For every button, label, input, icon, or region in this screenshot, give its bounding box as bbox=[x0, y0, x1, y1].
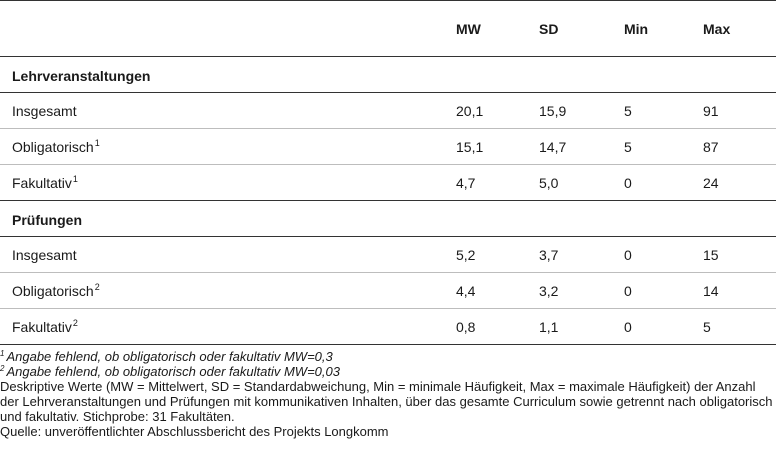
cell-min: 0 bbox=[624, 309, 703, 345]
cell-sd: 3,2 bbox=[539, 273, 624, 309]
row-label: Obligatorisch$^2$ bbox=[0, 273, 456, 309]
header-sd: SD bbox=[539, 1, 624, 57]
cell-min: 5 bbox=[624, 93, 703, 129]
table-row bbox=[0, 237, 776, 273]
row-label: Fakultativ$^2$ bbox=[0, 309, 456, 345]
cell-min: 0 bbox=[624, 165, 703, 201]
cell-max: 24 bbox=[703, 165, 776, 201]
header-min: Min bbox=[624, 1, 703, 57]
cell-min: 0 bbox=[624, 237, 703, 273]
cell-max: 14 bbox=[703, 273, 776, 309]
cell-sd: 5,0 bbox=[539, 165, 624, 201]
cell-mw: 15,1 bbox=[456, 129, 539, 165]
table-row bbox=[0, 309, 776, 345]
row-label: Insgesamt bbox=[0, 237, 456, 273]
row-label: Insgesamt bbox=[0, 93, 456, 129]
footnote-ref: 2 bbox=[72, 317, 78, 328]
footnote-1: $^1$ Angabe fehlend, ob obligatorisch oder fakultativ MW=0,3 bbox=[0, 349, 333, 364]
cell-max: 91 bbox=[703, 93, 776, 129]
footnote-ref: 1 bbox=[72, 173, 78, 184]
table-notes bbox=[0, 349, 776, 439]
table-caption: Deskriptive Werte (MW = Mittelwert, SD = Standardabweichung, Min = minimale Häufigkeit, Max = maximale Häufigkeit) der Anzahl der Lehrveranstaltungen und Prüfungen mit kommunikativen Inhalten, über das gesamte Curriculum sowie getrennt nach obligatorisch und fakultativ. Stichprobe: 31 Fakultäten. bbox=[0, 379, 773, 424]
cell-sd: 1,1 bbox=[539, 309, 624, 345]
header-label bbox=[0, 1, 456, 57]
cell-mw: 0,8 bbox=[456, 309, 539, 345]
footnote-ref: 1 bbox=[94, 137, 100, 148]
cell-sd: 3,7 bbox=[539, 237, 624, 273]
cell-min: 0 bbox=[624, 273, 703, 309]
section-title: Prüfungen bbox=[0, 201, 776, 237]
footnote-ref: 2 bbox=[94, 281, 100, 292]
header-row bbox=[0, 1, 776, 57]
cell-mw: 4,4 bbox=[456, 273, 539, 309]
table-row bbox=[0, 93, 776, 129]
cell-sd: 15,9 bbox=[539, 93, 624, 129]
cell-mw: 20,1 bbox=[456, 93, 539, 129]
cell-max: 87 bbox=[703, 129, 776, 165]
footnote-2: $^2$ Angabe fehlend, ob obligatorisch oder fakultativ MW=0,03 bbox=[0, 364, 340, 379]
cell-max: 15 bbox=[703, 237, 776, 273]
row-label: Fakultativ$^1$ bbox=[0, 165, 456, 201]
table-row bbox=[0, 273, 776, 309]
section-row-lehrveranstaltungen bbox=[0, 57, 776, 93]
header-mw: MW bbox=[456, 1, 539, 57]
cell-sd: 14,7 bbox=[539, 129, 624, 165]
cell-mw: 4,7 bbox=[456, 165, 539, 201]
header-max: Max bbox=[703, 1, 776, 57]
cell-mw: 5,2 bbox=[456, 237, 539, 273]
section-title: Lehrveranstaltungen bbox=[0, 57, 776, 93]
section-row-pruefungen bbox=[0, 201, 776, 237]
cell-max: 5 bbox=[703, 309, 776, 345]
cell-min: 5 bbox=[624, 129, 703, 165]
table-source: Quelle: unveröffentlichter Abschlussbericht des Projekts Longkomm bbox=[0, 424, 389, 439]
table-row bbox=[0, 129, 776, 165]
row-label: Obligatorisch$^1$ bbox=[0, 129, 456, 165]
table-row bbox=[0, 165, 776, 201]
